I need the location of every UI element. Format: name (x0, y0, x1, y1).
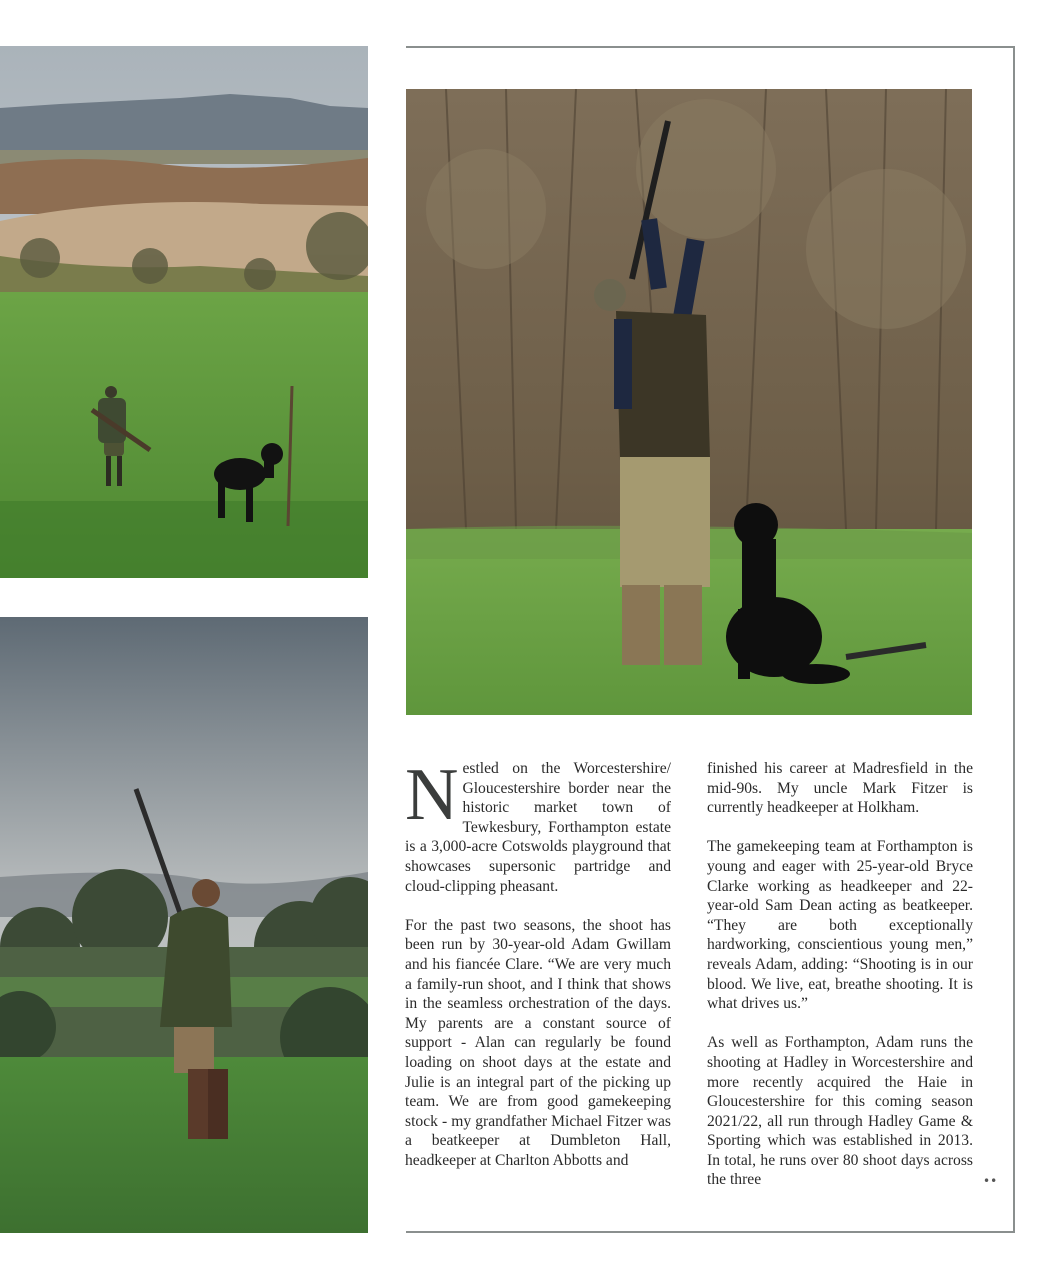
article-paragraph: For the past two seasons, the shoot has been run by 30-year-old Adam Gwillam and his fiancée Clare. “We are very much a family-run shoot, and I think that shows in the seamless orchestration of the days. My parents are a constant source of support - Alan can regularly be found loading on shoot days at the estate and Julie is an integral part of the picking up team. We are from good gamekeeping stock - my grandfather Michael Fitzer was a beatkeeper at Dumbleton Hall, headkeeper at Charlton Abbotts and (405, 916, 671, 1169)
photo-man-shooting-with-labrador (406, 89, 972, 715)
continue-arrow-icon: •• (983, 1174, 998, 1188)
frame-top-rule (406, 46, 1015, 48)
article-column-right (707, 759, 973, 1190)
article-paragraph: As well as Forthampton, Adam runs the shooting at Hadley in Worcestershire and more recently acquired the Haie in Gloucestershire for this coming season 2021/22, all run through Hadley Game & Sporting which was established in 2013. In total, he runs over 80 shoot days across the three (707, 1034, 973, 1189)
article-paragraph: finished his career at Madresfield in the mid-90s. My uncle Mark Fitzer is currently headkeeper at Holkham. (707, 760, 973, 817)
dropcap: N (405, 754, 459, 836)
photo-woman-with-shotgun (0, 617, 368, 1233)
photo-keeper-with-dog-field (0, 46, 368, 578)
article-column-left (405, 754, 671, 1170)
frame-right-rule (1013, 46, 1015, 1233)
article-text: estled on the Worcestershire/ Gloucestershire border near the historic market town of Tewkesbury, Forthampton estate is a 3,000-acre Cotswolds playground that showcases supersonic partridge and cloud-clipping pheasant. (405, 760, 671, 895)
article-paragraph (405, 754, 671, 896)
article-paragraph: The gamekeeping team at Forthampton is young and eager with 25-year-old Bryce Clarke working as headkeeper and 22-year-old Sam Dean acting as beatkeeper. “They are both exceptionally hardworking, conscientious young men,” reveals Adam, adding: “Shooting is in our blood. We live, eat, breathe shooting. It is what drives us.” (707, 838, 973, 1013)
frame-bottom-rule (406, 1231, 1015, 1233)
